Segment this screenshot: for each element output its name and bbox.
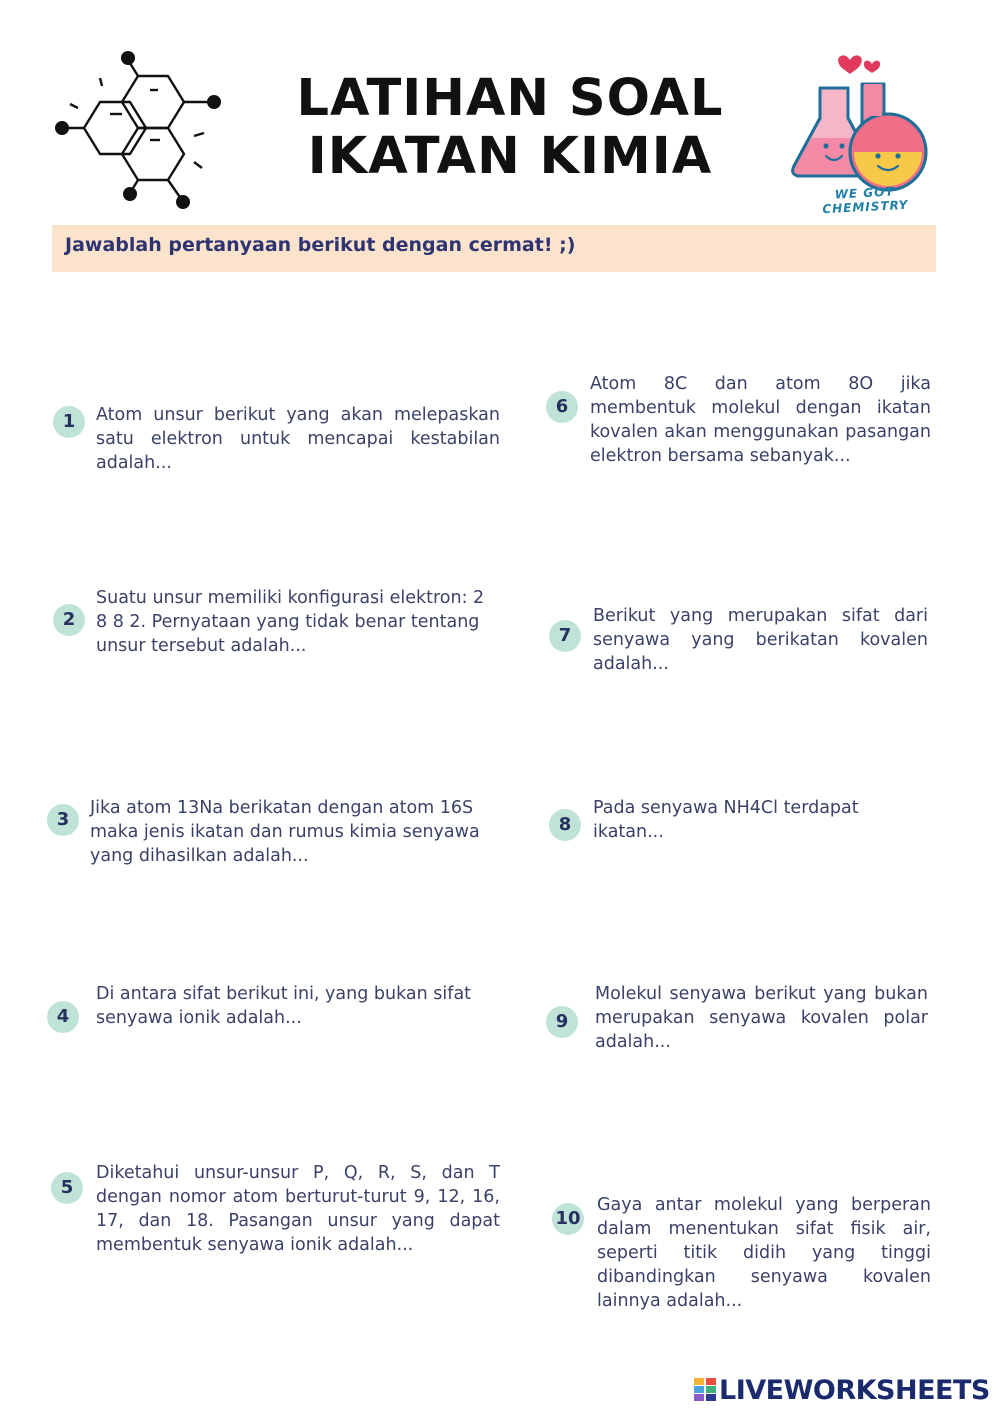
instruction-banner xyxy=(52,225,936,272)
question-number-badge: 10 xyxy=(552,1203,584,1235)
question-text: Molekul senyawa berikut yang bukan merupakan senyawa kovalen polar adalah... xyxy=(595,984,928,1052)
question-text: Pada senyawa NH4Cl terdapat ikatan... xyxy=(593,798,859,842)
question-number-badge: 4 xyxy=(47,1001,79,1033)
question-text: Atom unsur berikut yang akan melepaskan satu elektron untuk mencapai kestabilan adalah... xyxy=(96,405,500,473)
question-number-badge: 7 xyxy=(549,620,581,652)
flask-caption: WE GOT CHEMISTRY xyxy=(821,184,909,217)
question-text: Atom 8C dan atom 8O jika membentuk molekul dengan ikatan kovalen akan menggunakan pasangan elektron bersama sebanyak... xyxy=(590,374,931,466)
question-number-badge: 2 xyxy=(53,604,85,636)
footer-brand: LIVEWORKSHEETS xyxy=(719,1374,990,1406)
question-text: Jika atom 13Na berikatan dengan atom 16S maka jenis ikatan dan rumus kimia senyawa yang dihasilkan adalah... xyxy=(90,798,480,866)
question-number-badge: 6 xyxy=(546,391,578,423)
question-number-badge: 1 xyxy=(53,406,85,438)
question-number-badge: 8 xyxy=(549,809,581,841)
question-number-badge: 9 xyxy=(546,1006,578,1038)
question-text: Gaya antar molekul yang berperan dalam menentukan sifat fisik air, seperti titik didih yang tinggi dibandingkan senyawa kovalen lainnya adalah... xyxy=(597,1195,931,1311)
question-number-badge: 5 xyxy=(51,1172,83,1204)
instruction-text: Jawablah pertanyaan berikut dengan cermat! ;) xyxy=(65,234,576,256)
page-title xyxy=(260,70,760,186)
question-text: Diketahui unsur-unsur P, Q, R, S, dan T dengan nomor atom berturut-turut 9, 12, 16, 17, dan 18. Pasangan unsur yang dapat membentuk senyawa ionik adalah... xyxy=(96,1163,500,1255)
title-line-2: IKATAN KIMIA xyxy=(307,127,713,186)
molecule-illustration-icon xyxy=(50,48,230,213)
question-text: Di antara sifat berikut ini, yang bukan sifat senyawa ionik adalah... xyxy=(96,984,472,1028)
question-text: Berikut yang merupakan sifat dari senyawa yang berikatan kovalen adalah... xyxy=(593,606,928,674)
liveworksheets-grid-icon xyxy=(693,1376,717,1404)
liveworksheets-logo[interactable] xyxy=(693,1373,990,1407)
question-number-badge: 3 xyxy=(47,804,79,836)
question-text: Suatu unsur memiliki konfigurasi elektron: 2 8 8 2. Pernyataan yang tidak benar tentang unsur tersebut adalah... xyxy=(96,588,485,656)
title-line-1: LATIHAN SOAL xyxy=(296,69,724,128)
